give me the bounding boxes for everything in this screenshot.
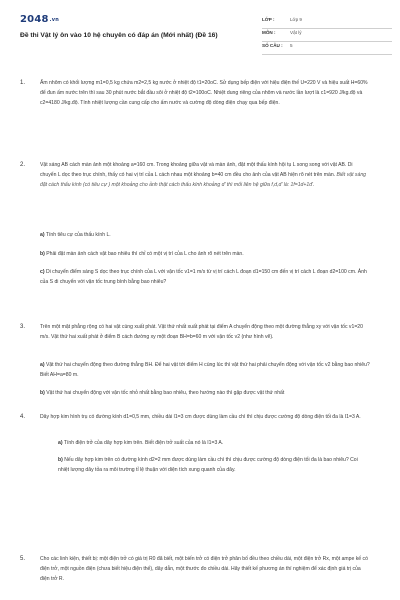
meta-row-question-count (262, 42, 392, 55)
question-text: Ấm nhôm có khối lượng m1=0,5 kg chứa m2=2,5 kg nước ở nhiệt độ t1=20oC. Sử dụng bếp điện với hiệu điện thế U=220 V và hiệu suất H=60% để đun ấm nước trên thì sau 30 phút nước bắt đầu sôi ở nhiệt độ t2=100oC. Nhiệt dung riêng của nhôm và nước lần lượt là c1=920 J/kg.độ và c2=4180 J/kg.độ. Tính nhiệt lượng cần cung cấp cho ấm nước và cường độ dòng điện chạy qua bếp điện. (40, 80, 368, 107)
question-text: Cho các linh kiện, thiết bị: một điện trở có giá trị R0 đã biết, một biến trở có điện trở phân bố đều theo chiều dài, một điện trở Rx, một ampe kế có điện trở, một nguồn điện (chưa biết hiệu điện thế), dây dẫn, một thước đo chiều dài. Hãy thiết kế phương án thí nghiệm để xác định giá trị của điện trở R. (40, 556, 368, 583)
question-text-main: Vật sáng AB cách màn ảnh một khoảng a=160 cm. Trong khoảng giữa vật và màn ảnh, đặt một thấu kính hội tụ L song song với vật AB. Di chuyển L dọc theo trục chính, thấy có hai vị trí của L cách nhau một khoảng b=40 cm đều cho ảnh của vật AB hiện rõ nét trên màn. (40, 162, 353, 179)
exam-title: Đề thi Vật lý ôn vào 10 hệ chuyên có đáp án (Mới nhất) (Đề 16) (20, 32, 218, 39)
meta-value: 5 (290, 43, 293, 48)
question-text (40, 160, 370, 191)
sub-text: Nếu dây hợp kim trên có đường kính d2=2 mm được dùng làm cầu chì thì chịu được cường độ dòng điện tối đa là bao nhiêu? Coi nhiệt lượng dây tỏa ra môi trường tỉ lệ thuận với diện tích xung quanh của dây. (58, 457, 358, 474)
exam-meta (262, 16, 392, 55)
sub-text: Vật thứ hai chuyển động theo đường thẳng BH. Để hai vật tới điểm H cùng lúc thì vật thứ hai phải chuyển động với vận tốc v2 bằng bao nhiêu? Biết AH=a=80 m. (40, 362, 370, 379)
sub-question-a (40, 230, 370, 240)
sub-text: Di chuyển điểm sáng S dọc theo trục chính của L với vận tốc v1=1 m/s từ vị trí cách L đoạn d1=150 cm đến vị trí cách L đoạn d2=100 cm. Ảnh của S di chuyển với vận tốc trung bình bằng bao nhiêu? (40, 269, 367, 286)
logo-text: 2048 (20, 14, 49, 25)
meta-divider (262, 54, 392, 55)
question-number: 5. (20, 556, 26, 562)
question-number: 2. (20, 162, 26, 168)
sub-question-a (58, 438, 370, 448)
question-number: 3. (20, 324, 26, 330)
document-header (10, 10, 390, 70)
meta-label: LỚP : (262, 17, 275, 22)
question-number: 1. (20, 80, 26, 86)
meta-row-class (262, 16, 392, 29)
sub-label: c) (40, 269, 45, 275)
sub-question-b (40, 388, 370, 398)
meta-label: SỐ CÂU : (262, 43, 283, 48)
sub-question-a (40, 360, 370, 380)
sub-text: Vật thứ hai chuyển động với vận tốc nhỏ nhất bằng bao nhiêu, theo hướng nào thì gặp được vật thứ nhất (46, 390, 285, 396)
sub-label: b) (58, 457, 63, 463)
meta-value: Vật lý (290, 30, 302, 35)
sub-label: a) (40, 362, 45, 368)
sub-question-b (58, 455, 370, 475)
sub-label: a) (58, 440, 63, 446)
sub-question-c (40, 267, 370, 287)
question-text: Dây hợp kim hình trụ có đường kính d1=0,5 mm, chiều dài l1=3 cm được dùng làm cầu chì thì chịu được cường độ dòng điện tối đa là I1=3 A. (40, 414, 361, 420)
sub-text: Phải đặt màn ảnh cách vật bao nhiêu thì chỉ có một vị trí của L cho ảnh rõ nét trên màn. (46, 251, 244, 257)
meta-row-subject (262, 29, 392, 42)
logo-suffix: .vn (49, 17, 59, 23)
site-logo[interactable] (20, 14, 59, 25)
meta-label: MÔN : (262, 30, 276, 35)
question-number: 4. (20, 414, 26, 420)
sub-label: b) (40, 390, 45, 396)
sub-label: a) (40, 232, 45, 238)
sub-question-b (40, 249, 370, 259)
meta-value: Lớp 9 (290, 17, 302, 22)
sub-text: Tính tiêu cự của thấu kính L. (45, 232, 111, 238)
question-text-italic: Biết vật sáng đặt cách thấu kính (có tiêu cự ) một khoảng cho ảnh thật cách thấu kính khoảng d' thì mối liên hệ giữa f,d,d' là: 1f=1d+1d'. (40, 172, 366, 189)
sub-text: Tính điện trở của dây hợp kim trên. Biết điện trở suất của nó là I1=3 A. (63, 440, 224, 446)
sub-label: b) (40, 251, 45, 257)
question-text: Trên một mặt phẳng rộng có hai vật cùng xuất phát. Vật thứ nhất xuất phát tại điểm A chuyển động theo một đường thẳng xy với vận tốc v1=20 m/s. Vật thứ hai xuất phát ở điểm B cách đường xy một đoạn BH=b=60 m với vận tốc v2 (như hình vẽ). (40, 324, 363, 341)
